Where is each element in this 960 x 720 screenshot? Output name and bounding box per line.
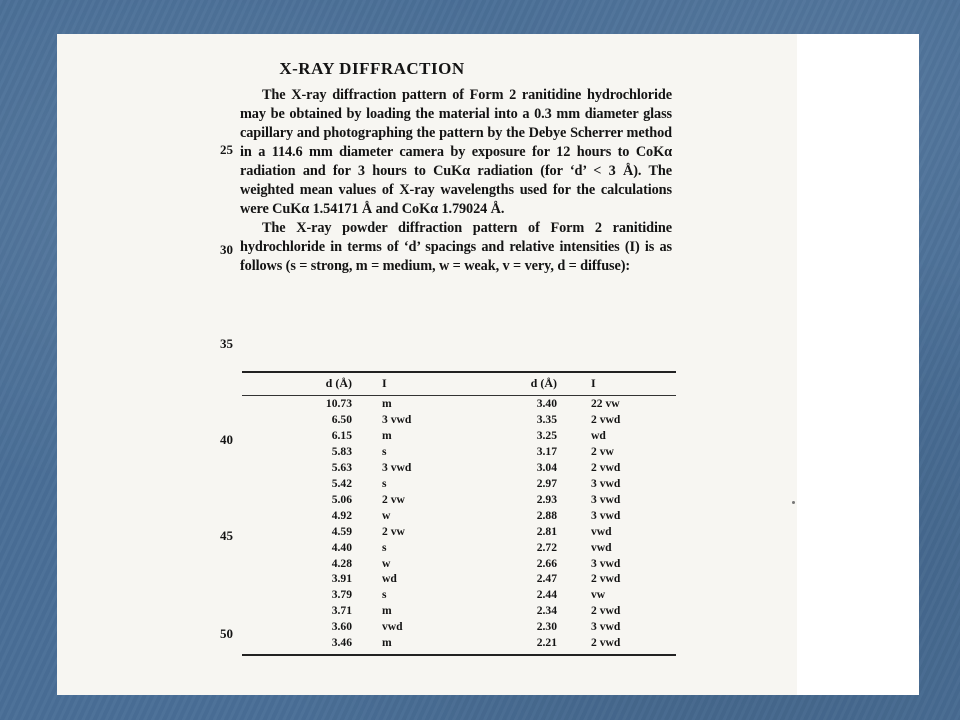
cell-intensity-2: 2 vwd [591, 460, 621, 474]
cell-intensity-1: w [382, 556, 391, 570]
cell-intensity-2: 2 vwd [591, 572, 621, 586]
cell-d-spacing-2: 2.44 [536, 588, 557, 602]
cell-intensity-1: 2 vw [382, 492, 405, 506]
cell-intensity-2: 2 vwd [591, 412, 621, 426]
scanned-page [57, 34, 797, 695]
table-row [242, 603, 676, 619]
table-row [242, 635, 676, 651]
cell-intensity-2: 2 vwd [591, 604, 621, 618]
cell-intensity-1: m [382, 636, 392, 650]
cell-d-spacing-1: 4.59 [331, 524, 352, 538]
cell-intensity-2: 3 vwd [591, 492, 621, 506]
cell-d-spacing-1: 3.79 [331, 588, 352, 602]
cell-intensity-1: 2 vw [382, 524, 405, 538]
line-number-50: 50 [220, 626, 233, 641]
cell-intensity-1: s [382, 444, 387, 458]
scan-speck [792, 501, 795, 504]
cell-intensity-2: 2 vwd [591, 636, 621, 650]
cell-d-spacing-1: 5.63 [331, 460, 352, 474]
cell-d-spacing-1: 4.28 [331, 556, 352, 570]
diffraction-data-table [242, 373, 676, 651]
cell-intensity-2: vw [591, 588, 606, 602]
table-row [242, 492, 676, 508]
line-number-40: 40 [220, 432, 233, 447]
line-number-30: 30 [220, 242, 233, 257]
table-row [242, 540, 676, 556]
table-body [242, 396, 676, 651]
cell-d-spacing-2: 2.30 [536, 620, 557, 634]
body-text [240, 86, 672, 276]
cell-intensity-1: 3 vwd [382, 412, 412, 426]
table-bottom-rule [242, 654, 676, 656]
cell-d-spacing-2: 2.21 [536, 636, 557, 650]
cell-intensity-1: m [382, 604, 392, 618]
line-number-25: 25 [220, 142, 233, 157]
header-d-spacing-2: d (Å) [530, 375, 557, 390]
table-row [242, 524, 676, 540]
paragraph-2: The X-ray powder diffraction pattern of Form 2 ranitidine hydrochloride in terms of ‘d’ spacings and relative intensities (I) is as follows (s = strong, m = medium, w = weak, v = very, d = diffuse): [240, 220, 672, 275]
cell-intensity-1: s [382, 476, 387, 490]
table-row [242, 428, 676, 444]
cell-d-spacing-1: 5.06 [331, 492, 352, 506]
cell-d-spacing-2: 3.25 [536, 428, 557, 442]
cell-d-spacing-2: 2.72 [536, 540, 557, 554]
cell-intensity-1: s [382, 588, 387, 602]
cell-d-spacing-2: 2.47 [536, 572, 557, 586]
cell-d-spacing-1: 3.60 [331, 620, 352, 634]
cell-intensity-1: s [382, 540, 387, 554]
cell-intensity-2: vwd [591, 524, 612, 538]
cell-intensity-1: m [382, 428, 392, 442]
cell-intensity-2: 2 vw [591, 444, 614, 458]
cell-d-spacing-1: 5.42 [331, 476, 352, 490]
cell-d-spacing-2: 3.35 [536, 412, 557, 426]
cell-intensity-1: w [382, 508, 391, 522]
cell-d-spacing-1: 3.91 [331, 572, 352, 586]
table-header-row [242, 373, 676, 393]
table-row [242, 619, 676, 635]
cell-intensity-1: wd [382, 572, 397, 586]
table-row [242, 508, 676, 524]
cell-intensity-2: 22 vw [591, 397, 620, 410]
cell-intensity-1: vwd [382, 620, 403, 634]
cell-intensity-2: 3 vwd [591, 508, 621, 522]
document-title: X-RAY DIFFRACTION [279, 59, 465, 78]
cell-d-spacing-1: 10.73 [325, 397, 352, 410]
cell-d-spacing-2: 3.17 [536, 444, 557, 458]
cell-intensity-1: 3 vwd [382, 460, 412, 474]
cell-intensity-2: 3 vwd [591, 556, 621, 570]
table-row [242, 556, 676, 572]
cell-d-spacing-1: 3.46 [331, 636, 352, 650]
diffraction-table [242, 371, 676, 656]
cell-intensity-2: vwd [591, 540, 612, 554]
cell-intensity-1: m [382, 397, 392, 410]
header-intensity-2: I [591, 375, 596, 390]
table-row [242, 444, 676, 460]
table-row [242, 476, 676, 492]
cell-d-spacing-1: 5.83 [331, 444, 352, 458]
cell-d-spacing-2: 2.66 [536, 556, 557, 570]
header-intensity-1: I [382, 375, 387, 390]
line-number-35: 35 [220, 336, 233, 351]
cell-d-spacing-1: 4.92 [331, 508, 352, 522]
table-row [242, 571, 676, 587]
table-row [242, 460, 676, 476]
cell-d-spacing-2: 3.04 [536, 460, 557, 474]
cell-d-spacing-2: 3.40 [536, 397, 557, 410]
table-row [242, 587, 676, 603]
cell-intensity-2: wd [591, 428, 606, 442]
table-row [242, 412, 676, 428]
cell-d-spacing-2: 2.97 [536, 476, 557, 490]
cell-d-spacing-1: 3.71 [331, 604, 352, 618]
line-number-45: 45 [220, 528, 233, 543]
table-row [242, 396, 676, 412]
cell-d-spacing-1: 6.15 [331, 428, 352, 442]
cell-d-spacing-2: 2.93 [536, 492, 557, 506]
cell-d-spacing-2: 2.81 [536, 524, 557, 538]
cell-d-spacing-1: 6.50 [331, 412, 352, 426]
header-d-spacing-1: d (Å) [325, 375, 352, 390]
cell-intensity-2: 3 vwd [591, 620, 621, 634]
cell-d-spacing-2: 2.34 [536, 604, 557, 618]
paragraph-1: The X-ray diffraction pattern of Form 2 ranitidine hydrochloride may be obtained by loading the material into a 0.3 mm diameter glass capillary and photographing the pattern by the Debye Scherrer method in a 114.6 mm diameter camera by exposure for 12 hours to CoKα radiation and for 3 hours to CuKα radiation (for ‘d’ < 3 Å). The weighted mean values of X-ray wavelengths used for the calculations were CuKα 1.54171 Å and CoKα 1.79024 Å. [240, 87, 672, 218]
slide-panel [57, 34, 919, 695]
cell-d-spacing-1: 4.40 [331, 540, 352, 554]
cell-intensity-2: 3 vwd [591, 476, 621, 490]
cell-d-spacing-2: 2.88 [536, 508, 557, 522]
